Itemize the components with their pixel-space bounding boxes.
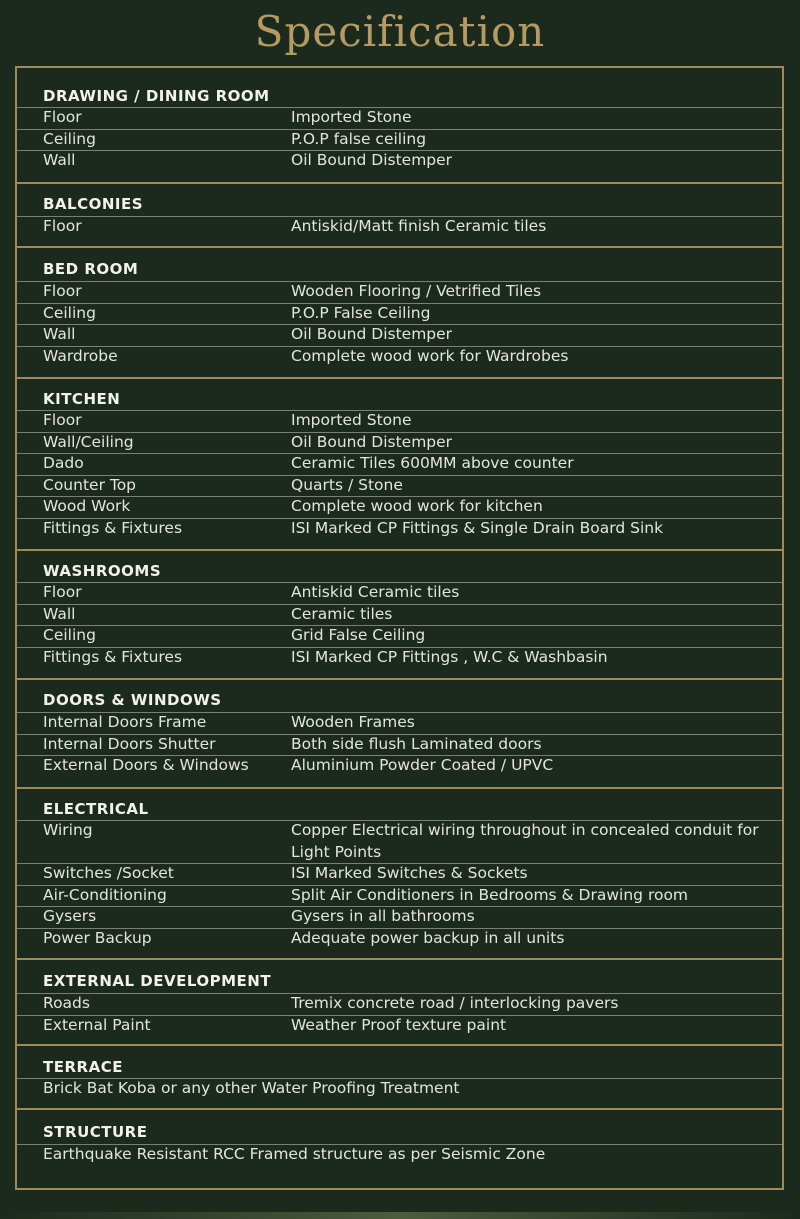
spec-value: Oil Bound Distemper	[291, 151, 453, 170]
spec-value: Complete wood work for Wardrobes	[291, 346, 569, 365]
spec-row	[17, 993, 782, 1015]
spec-key: Roads	[43, 994, 90, 1012]
spec-key: Ceiling	[43, 129, 96, 148]
spec-value: Both side flush Laminated doors	[291, 734, 542, 753]
section-heading: STRUCTURE	[43, 1123, 148, 1141]
section-heading: DRAWING / DINING ROOM	[43, 87, 270, 105]
section-bed-room	[17, 248, 782, 379]
spec-key: External Paint	[43, 1015, 151, 1034]
spec-key: Floor	[43, 217, 82, 235]
spec-key: Counter Top	[43, 475, 137, 494]
spec-row	[17, 453, 782, 475]
spec-row	[17, 863, 782, 885]
spec-value: ISI Marked CP Fittings , W.C & Washbasin	[291, 647, 608, 666]
spec-row	[17, 647, 782, 669]
spec-key: Floor	[43, 108, 82, 126]
spec-row	[17, 432, 782, 454]
spec-value: Brick Bat Koba or any other Water Proofing Treatment	[43, 1079, 460, 1097]
section-heading: BALCONIES	[43, 195, 144, 213]
spec-value: Wooden Frames	[291, 713, 415, 731]
section-heading: DOORS & WINDOWS	[43, 691, 222, 709]
section-terrace	[17, 1046, 782, 1110]
spec-value: Split Air Conditioners in Bedrooms & Drawing room	[291, 885, 689, 904]
spec-value: Antiskid Ceramic tiles	[291, 583, 460, 601]
spec-row	[17, 1078, 782, 1100]
spec-row	[17, 475, 782, 497]
spec-row	[17, 216, 782, 238]
spec-row	[17, 712, 782, 734]
section-balconies	[17, 184, 782, 248]
spec-value: P.O.P False Ceiling	[291, 303, 431, 322]
spec-row	[17, 346, 782, 368]
section-heading: KITCHEN	[43, 390, 121, 408]
spec-value: ISI Marked CP Fittings & Single Drain Board Sink	[291, 519, 664, 537]
spec-row	[17, 928, 782, 950]
spec-value: Wooden Flooring / Vetrified Tiles	[291, 282, 542, 300]
spec-key: Internal Doors Frame	[43, 713, 207, 731]
spec-key: Switches /Socket	[43, 864, 174, 882]
section-heading: WASHROOMS	[43, 562, 162, 580]
spec-key: Air-Conditioning	[43, 885, 167, 904]
spec-value: Ceramic tiles	[291, 604, 393, 623]
spec-row	[17, 582, 782, 604]
spec-value: Antiskid/Matt finish Ceramic tiles	[291, 217, 547, 235]
spec-value: Quarts / Stone	[291, 475, 403, 494]
spec-row	[17, 324, 782, 346]
spec-value: Ceramic Tiles 600MM above counter	[291, 454, 574, 473]
section-washrooms	[17, 551, 782, 680]
spec-key: External Doors & Windows	[43, 756, 249, 775]
section-heading: EXTERNAL DEVELOPMENT	[43, 972, 272, 990]
section-doors-windows	[17, 680, 782, 789]
spec-value: Earthquake Resistant RCC Framed structure as per Seismic Zone	[43, 1145, 546, 1163]
spec-row	[17, 820, 782, 863]
spec-key: Wood Work	[43, 497, 131, 516]
section-heading: ELECTRICAL	[43, 800, 149, 818]
spec-row	[17, 755, 782, 777]
spec-value: Tremix concrete road / interlocking pavers	[291, 994, 619, 1012]
spec-row	[17, 303, 782, 325]
spec-value: Weather Proof texture paint	[291, 1015, 507, 1034]
spec-key: Wall	[43, 604, 76, 623]
spec-key: Power Backup	[43, 928, 152, 947]
section-drawing-dining-room	[17, 68, 782, 184]
spec-value: Oil Bound Distemper	[291, 432, 453, 451]
spec-key: Ceiling	[43, 303, 96, 322]
spec-key: Ceiling	[43, 626, 96, 645]
spec-key: Floor	[43, 583, 82, 601]
spec-value: P.O.P false ceiling	[291, 129, 427, 148]
spec-key: Floor	[43, 282, 82, 300]
section-kitchen	[17, 379, 782, 551]
bottom-strip	[0, 1212, 800, 1219]
spec-key: Gysers	[43, 907, 97, 926]
spec-value: Adequate power backup in all units	[291, 928, 565, 947]
spec-key: Floor	[43, 411, 82, 429]
spec-row	[17, 906, 782, 928]
spec-row	[17, 885, 782, 907]
specification-table	[15, 66, 784, 1190]
spec-row	[17, 1144, 782, 1166]
section-external-development	[17, 960, 782, 1046]
spec-row	[17, 281, 782, 303]
section-heading: TERRACE	[43, 1058, 123, 1076]
section-electrical	[17, 789, 782, 960]
spec-key: Wall	[43, 151, 76, 170]
spec-row	[17, 410, 782, 432]
spec-value: Copper Electrical wiring throughout in concealed conduit for Light Points	[291, 821, 759, 861]
spec-key: Dado	[43, 454, 84, 473]
spec-row	[17, 496, 782, 518]
spec-value: Gysers in all bathrooms	[291, 907, 475, 926]
spec-value: Imported Stone	[291, 411, 412, 429]
page-title: Specification	[254, 7, 546, 56]
spec-row	[17, 518, 782, 540]
spec-row	[17, 734, 782, 756]
section-structure	[17, 1110, 782, 1186]
spec-key: Wiring	[43, 821, 93, 839]
spec-row	[17, 107, 782, 129]
spec-key: Wardrobe	[43, 346, 118, 365]
spec-row	[17, 625, 782, 647]
spec-key: Fittings & Fixtures	[43, 519, 183, 537]
spec-key: Wall	[43, 325, 76, 344]
spec-value: Complete wood work for kitchen	[291, 497, 543, 516]
spec-key: Wall/Ceiling	[43, 432, 134, 451]
spec-value: Oil Bound Distemper	[291, 325, 453, 344]
spec-value: Grid False Ceiling	[291, 626, 426, 645]
spec-row	[17, 129, 782, 151]
spec-value: Aluminium Powder Coated / UPVC	[291, 756, 554, 775]
spec-value: Imported Stone	[291, 108, 412, 126]
spec-row	[17, 150, 782, 172]
spec-row	[17, 604, 782, 626]
spec-row	[17, 1015, 782, 1037]
spec-key: Internal Doors Shutter	[43, 734, 216, 753]
spec-value: ISI Marked Switches & Sockets	[291, 864, 528, 882]
section-heading: BED ROOM	[43, 260, 139, 278]
spec-key: Fittings & Fixtures	[43, 647, 183, 666]
